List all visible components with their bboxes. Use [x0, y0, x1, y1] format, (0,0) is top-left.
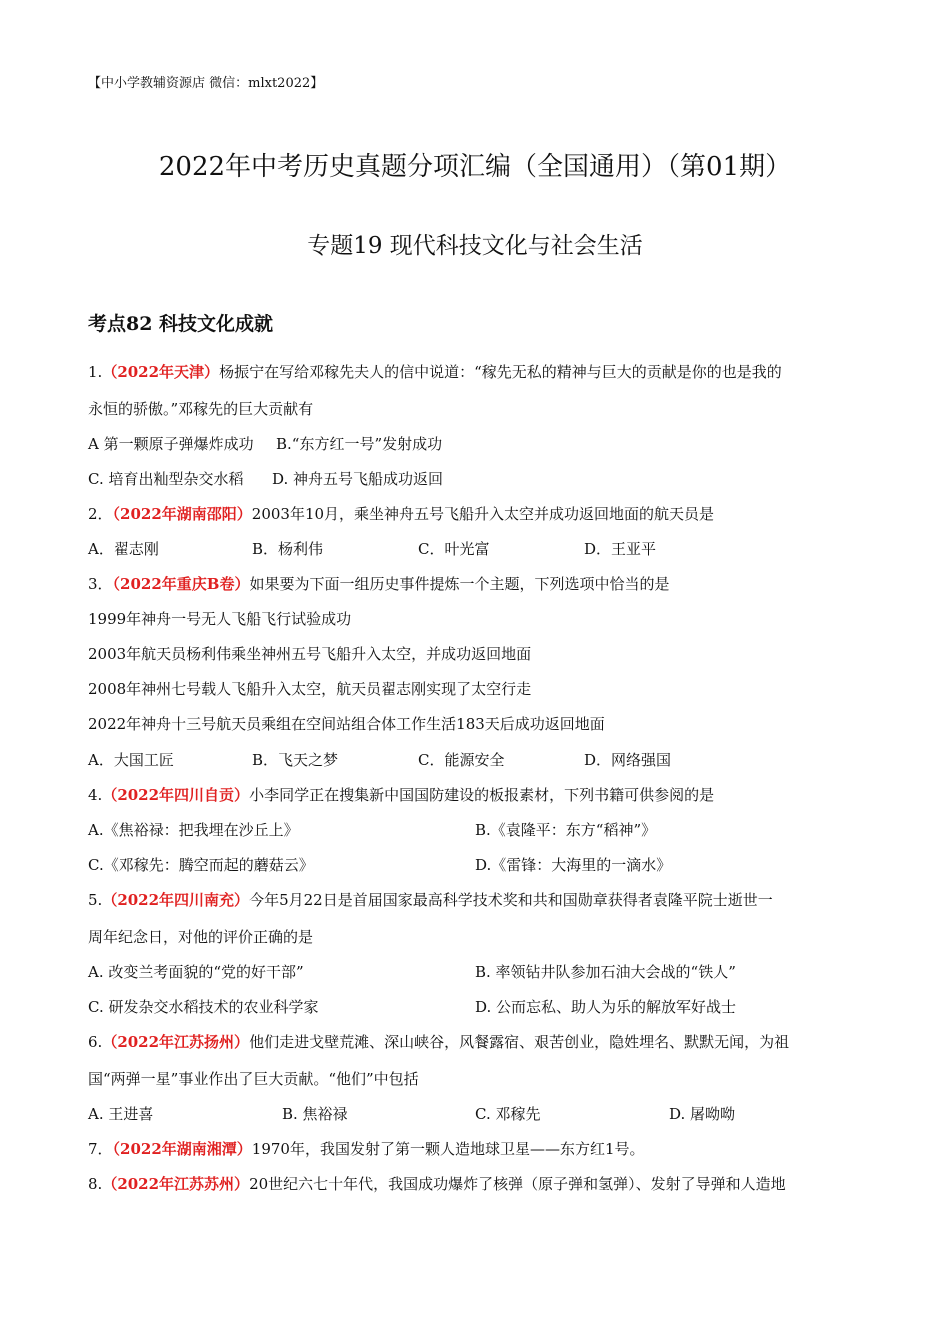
event-line: 1999年神舟一号无人飞船飞行试验成功 [88, 610, 352, 628]
question-text: 杨振宁在写给邓稼先夫人的信中说道：“稼先无私的精神与巨大的贡献是你的也是我的 [219, 363, 782, 381]
question-3 [88, 573, 670, 594]
option-d: D. 屠呦呦 [669, 1105, 736, 1123]
option-c: C. 研发杂交水稻技术的农业科学家 [88, 998, 319, 1016]
header-note: 【中小学教辅资源店 微信：mlxt2022】 [88, 76, 324, 91]
question-text-continued: 永恒的骄傲。”邓稼先的巨大贡献有 [88, 400, 314, 418]
event-line: 2008年神州七号载人飞船升入太空，航天员翟志刚实现了太空行走 [88, 680, 532, 698]
question-number: 7． [88, 1140, 113, 1158]
option-b: B．飞天之梦 [252, 751, 339, 769]
question-source: （2022年四川自贡） [102, 786, 250, 804]
question-number: 5. [88, 891, 103, 909]
question-source: （2022年湖南邵阳） [112, 505, 252, 523]
question-number: 6. [88, 1033, 103, 1051]
question-source: （2022年江苏扬州） [102, 1033, 250, 1051]
event-line: 2022年神舟十三号航天员乘组在空间站组合体工作生活183天后成功返回地面 [88, 715, 605, 733]
option-a: A 第一颗原子弹爆炸成功 [88, 435, 254, 453]
option-c: C. 邓稼先 [475, 1105, 541, 1123]
question-7 [88, 1138, 645, 1159]
question-number: 1. [88, 363, 103, 381]
option-a: A. 改变兰考面貌的“党的好干部” [88, 963, 304, 981]
question-text: 20世纪六七十年代，我国成功爆炸了核弹（原子弹和氢弹）、发射了导弹和人造地 [249, 1175, 786, 1193]
question-source: （2022年重庆B卷） [112, 575, 250, 593]
option-b: B. 焦裕禄 [282, 1105, 348, 1123]
question-text: 今年5月22日是首届国家最高科学技术奖和共和国勋章获得者袁隆平院士逝世一 [249, 891, 773, 909]
question-text-continued: 周年纪念日，对他的评价正确的是 [88, 928, 314, 946]
question-4 [88, 784, 714, 805]
question-1 [88, 361, 782, 382]
question-number: 3． [88, 575, 113, 593]
question-source: （2022年江苏苏州） [102, 1175, 250, 1193]
question-text: 2003年10月，乘坐神舟五号飞船升入太空并成功返回地面的航天员是 [251, 505, 715, 523]
question-source: （2022年湖南湘潭） [112, 1140, 252, 1158]
event-line: 2003年航天员杨利伟乘坐神州五号飞船升入太空，并成功返回地面 [88, 645, 532, 663]
question-source: （2022年天津） [102, 363, 220, 381]
option-a: A．大国工匠 [88, 751, 174, 769]
question-number: 2． [88, 505, 113, 523]
question-2 [88, 503, 714, 524]
option-b: B. 率领钻井队参加石油大会战的“铁人” [475, 963, 736, 981]
option-c: C.《邓稼先：腾空而起的蘑菇云》 [88, 856, 314, 874]
option-d: D．网络强国 [584, 751, 672, 769]
topic-subtitle: 专题19 现代科技文化与社会生活 [307, 233, 643, 259]
option-a: A．翟志刚 [88, 540, 159, 558]
question-text-continued: 国“两弹一星”事业作出了巨大贡献。“他们”中包括 [88, 1070, 419, 1088]
question-text: 小李同学正在搜集新中国国防建设的板报素材，下列书籍可供参阅的是 [249, 786, 715, 804]
question-number: 4. [88, 786, 103, 804]
option-b: B．杨利伟 [252, 540, 324, 558]
option-d: D．王亚平 [584, 540, 657, 558]
document-title: 2022年中考历史真题分项汇编（全国通用）（第01期） [158, 152, 792, 182]
option-a: A. 王进喜 [88, 1105, 154, 1123]
question-source: （2022年四川南充） [102, 891, 250, 909]
question-text: 1970年，我国发射了第一颗人造地球卫星——东方红1号。 [251, 1140, 645, 1158]
question-text: 他们走进戈壁荒滩、深山峡谷，风餐露宿、艰苦创业，隐姓埋名、默默无闻，为祖 [249, 1033, 790, 1051]
option-d: D. 公而忘私、助人为乐的解放军好战士 [475, 998, 737, 1016]
option-c: C. 培育出籼型杂交水稻 [88, 470, 244, 488]
option-c: C．能源安全 [418, 751, 505, 769]
option-d: D.《雷锋：大海里的一滴水》 [475, 856, 672, 874]
option-a: A.《焦裕禄：把我埋在沙丘上》 [88, 821, 299, 839]
option-c: C．叶光富 [418, 540, 490, 558]
option-d: D. 神舟五号飞船成功返回 [272, 470, 444, 488]
question-6 [88, 1031, 789, 1052]
question-8 [88, 1173, 786, 1194]
option-b: B.“东方红一号”发射成功 [276, 435, 443, 453]
question-number: 8. [88, 1175, 103, 1193]
question-text: 如果要为下面一组历史事件提炼一个主题，下列选项中恰当的是 [249, 575, 670, 593]
section-heading: 考点82 科技文化成就 [88, 313, 274, 335]
question-5 [88, 889, 773, 910]
option-b: B.《袁隆平：东方“稻神”》 [475, 821, 657, 839]
